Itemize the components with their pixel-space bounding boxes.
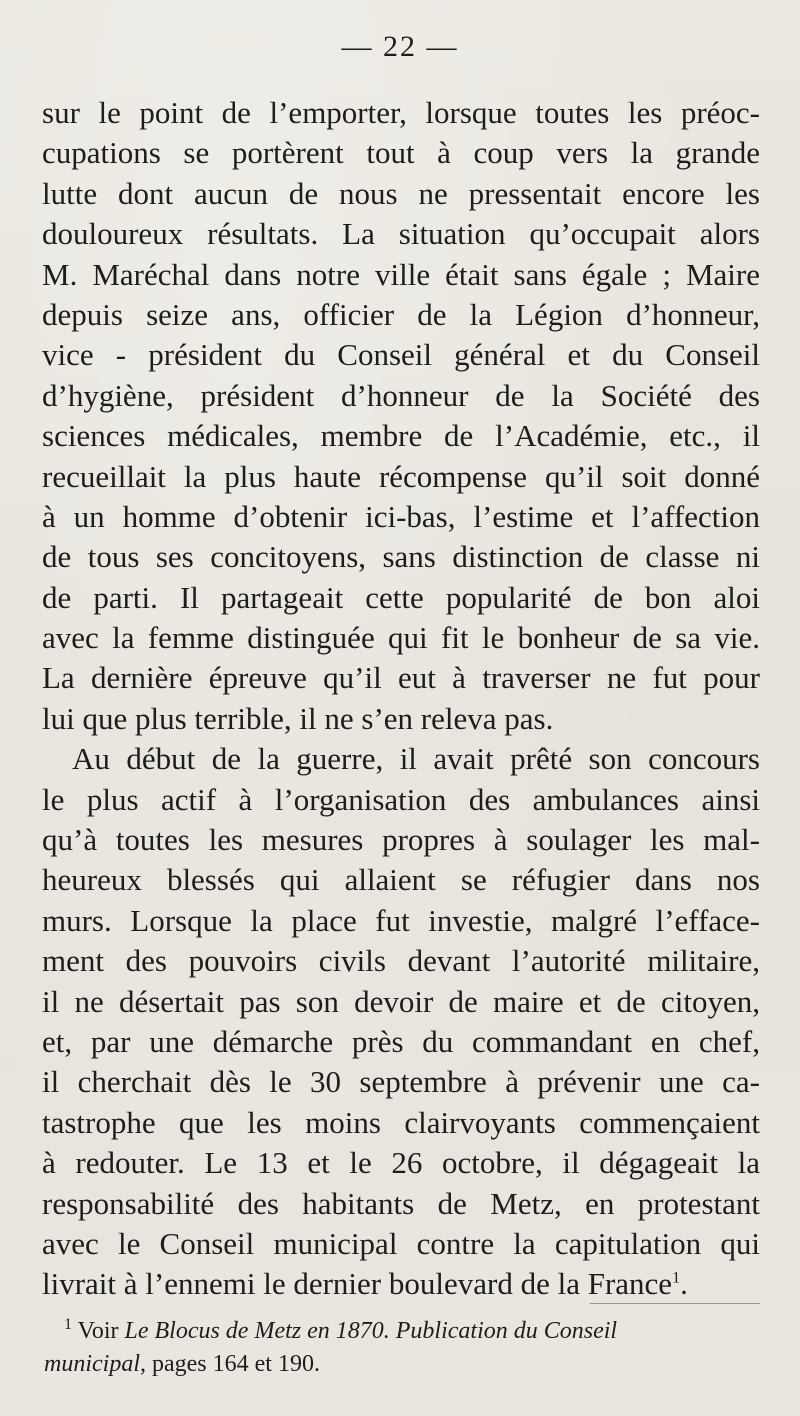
text-line-21: murs. Lorsque la place fut investie, malgré l’efface-	[42, 902, 760, 938]
text-line-1: sur le point de l’emporter, lorsque toutes les préoc-	[42, 95, 760, 130]
page-number: — 22 —	[341, 30, 459, 63]
text-line-28: responsabilité des habitants de Metz, en protestant	[42, 1185, 760, 1221]
text-line-9: sciences médicales, membre de l’Académie, etc., il	[42, 418, 760, 454]
text-line-25: il cherchait dès le 30 septembre à prévenir une ca-	[42, 1064, 760, 1100]
text-line-18: le plus actif à l’organisation des ambulances ainsi	[42, 781, 760, 817]
text-line-30: livrait à l’ennemi le dernier boulevard de la France$^1$.	[42, 1266, 688, 1302]
text-line-30-text: livrait à l’ennemi le dernier boulevard de la France	[42, 1266, 673, 1302]
text-line-5: M. Maréchal dans notre ville était sans égale ; Maire	[42, 256, 760, 292]
footnote-marker: 1	[64, 1316, 72, 1333]
footnote-title: Le Blocus de Metz en 1870. Publication du Conseil	[124, 1318, 618, 1344]
text-line-6: depuis seize ans, officier de la Légion d’honneur,	[42, 296, 760, 332]
text-line-13: de parti. Il partageait cette popularité de bon aloi	[42, 579, 760, 615]
footnote-title-cont: municipal	[44, 1351, 140, 1377]
footnote-line-2	[44, 1348, 760, 1381]
text-line-27: à redouter. Le 13 et le 26 octobre, il dégageait la	[42, 1145, 760, 1181]
text-line-7: vice - président du Conseil général et du Conseil	[42, 337, 760, 373]
text-line-17: Au début de la guerre, il avait prêté son concours	[72, 741, 760, 777]
text-line-4: douloureux résultats. La situation qu’occupait alors	[42, 216, 760, 252]
footnote-line-1	[44, 1315, 760, 1348]
text-line-10: recueillait la plus haute récompense qu’il soit donné	[42, 458, 760, 494]
text-line-26: tastrophe que les moins clairvoyants commençaient	[42, 1104, 760, 1140]
text-line-29: avec le Conseil municipal contre la capitulation qui	[42, 1225, 760, 1261]
text-line-11: à un homme d’obtenir ici-bas, l’estime et l’affection	[42, 498, 760, 534]
footnote-reference: 1	[672, 1270, 681, 1287]
text-line-3: lutte dont aucun de nous ne pressentait encore les	[42, 175, 760, 211]
footnote	[44, 1315, 760, 1381]
text-line-19: qu’à toutes les mesures propres à soulager les mal-	[42, 822, 760, 858]
body-text	[42, 93, 760, 1305]
text-line-22: ment des pouvoirs civils devant l’autorité militaire,	[42, 943, 760, 979]
footnote-pages: , pages 164 et 190.	[140, 1351, 320, 1377]
text-line-8: d’hygiène, président d’honneur de la Société des	[42, 377, 760, 413]
footnote-voir: Voir	[77, 1318, 119, 1344]
text-line-2: cupations se portèrent tout à coup vers la grande	[42, 135, 760, 171]
footnote-rule	[590, 1303, 760, 1304]
text-line-15: La dernière épreuve qu’il eut à traverser ne fut pour	[42, 660, 760, 696]
text-line-16: lui que plus terrible, il ne s’en releva pas.	[42, 700, 554, 736]
text-line-24: et, par une démarche près du commandant en chef,	[42, 1023, 760, 1059]
text-line-14: avec la femme distinguée qui fit le bonheur de sa vie.	[42, 620, 760, 656]
text-line-12: de tous ses concitoyens, sans distinction de classe ni	[42, 539, 760, 575]
text-line-20: heureux blessés qui allaient se réfugier dans nos	[42, 862, 760, 898]
text-line-23: il ne désertait pas son devoir de maire et de citoyen,	[42, 983, 760, 1019]
